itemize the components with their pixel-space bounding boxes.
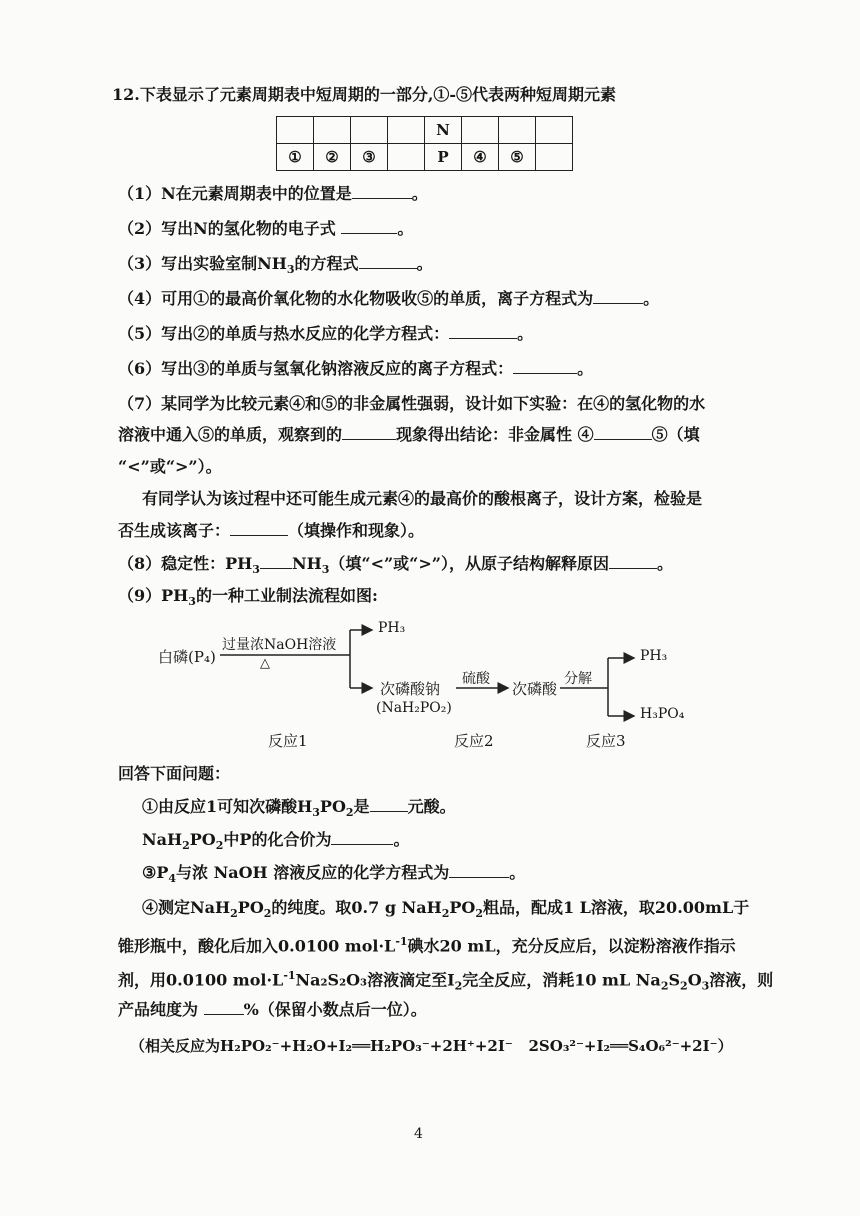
- subscript: 3: [321, 563, 330, 577]
- hypophosphorous-acid-label: 次磷酸: [512, 680, 558, 698]
- punctuation: 。: [657, 554, 674, 573]
- question-3: [118, 253, 433, 281]
- question-5: [118, 323, 533, 345]
- subscript: 3: [701, 979, 710, 993]
- table-cell: ④: [462, 144, 499, 171]
- page-number: 4: [414, 1126, 423, 1142]
- table-cell: [314, 117, 351, 144]
- sub-question-4-line-2: [118, 931, 736, 957]
- question-6: [118, 358, 593, 380]
- question-text: 的化合价为: [251, 830, 332, 849]
- answer-blank: [593, 289, 643, 304]
- question-title: 12.下表显示了元素周期表中短周期的一部分,①-⑤代表两种短周期元素: [112, 85, 617, 104]
- question-text: （6）写出③的单质与氢氧化钠溶液反应的离子方程式：: [118, 359, 514, 378]
- punctuation: 。: [577, 359, 594, 378]
- answer-blank: [359, 254, 417, 269]
- table-cell: [277, 117, 314, 144]
- answer-blank: [609, 554, 657, 569]
- question-text: ）: [717, 1037, 733, 1055]
- sulfuric-acid-label: 硫酸: [462, 671, 490, 687]
- question-text: （1）N在元素周期表中的位置是: [118, 184, 352, 203]
- subscript: 2: [182, 839, 190, 853]
- answer-intro: 回答下面问题：: [118, 764, 231, 783]
- question-text: 元酸。: [407, 797, 456, 816]
- question-text: ④测定NaH: [142, 898, 231, 917]
- table-cell: [499, 117, 536, 144]
- subscript: 3: [188, 595, 196, 609]
- sub-question-4-line-3: 剂，用0.0100 $mol\cdot L^{-1}Na_2S_2O_3$溶液滴定至$I_2$完全反应，消耗10 mL $Na_2S_2O_3$溶液，则: [118, 969, 774, 993]
- question-text: （2）写出N的氢化物的电子式: [118, 219, 336, 238]
- question-text: 与浓 NaOH 溶液反应的化学方程式为: [176, 863, 450, 882]
- subscript: 2: [680, 979, 688, 993]
- subscript: 3: [312, 806, 320, 820]
- question-text: 现象得出结论：非金属性 ④: [396, 425, 594, 444]
- decompose-label: 分解: [564, 671, 592, 687]
- question-7-line-2: [118, 424, 700, 446]
- question-text: %（保留小数点后一位）。: [243, 1000, 427, 1019]
- table-cell: ①: [277, 144, 314, 171]
- table-cell: ③: [351, 144, 388, 171]
- subscript: 2: [263, 907, 272, 921]
- question-text: Na₂S₂O₃: [295, 970, 368, 990]
- related-reactions: [130, 1035, 733, 1057]
- question-text: 剂，用0.0100 mol·L: [118, 970, 284, 990]
- answer-blank: [513, 359, 577, 374]
- subscript: 2: [441, 907, 450, 921]
- table-cell: ②: [314, 144, 351, 171]
- answer-blank: [449, 324, 517, 339]
- question-8: [118, 553, 673, 581]
- question-4: [118, 288, 659, 310]
- question-text: 完全反应，消耗10 mL Na: [462, 970, 661, 990]
- question-text: PO: [237, 898, 264, 917]
- subscript: 2: [660, 979, 669, 993]
- table-cell: [536, 117, 573, 144]
- sodium-hypophosphite-label: 次磷酸钠: [380, 680, 441, 698]
- question-text: （9）PH: [118, 586, 189, 605]
- question-text: PO: [189, 830, 216, 849]
- superscript: -1: [283, 969, 296, 982]
- question-7-line-4: 有同学认为该过程中还可能生成元素④的最高价的酸根离子，设计方案，检验是: [142, 489, 703, 508]
- answer-blank: [594, 425, 652, 440]
- punctuation: 。: [393, 830, 410, 849]
- punctuation: 。: [509, 863, 526, 882]
- question-text: （填操作和现象）。: [288, 521, 425, 540]
- question-text: 锥形瓶中，酸化后加入0.0100 mol·L: [118, 936, 396, 956]
- question-text: PO: [319, 797, 346, 816]
- answer-blank: [341, 219, 397, 234]
- ph3-product-label: PH₃: [378, 620, 406, 636]
- question-text: 溶液滴定至I: [367, 970, 455, 990]
- question-text: ⑤（填: [651, 425, 700, 444]
- table-cell: ⑤: [499, 144, 536, 171]
- subscript: 2: [345, 806, 354, 820]
- ph3-right-label: PH₃: [640, 648, 668, 664]
- question-text: （相关反应为: [130, 1037, 221, 1055]
- sub-question-4-line-4: [118, 999, 427, 1021]
- h3po4-label: H₃PO₄: [640, 706, 685, 722]
- question-text: ③P: [142, 863, 169, 882]
- subscript: 3: [286, 263, 295, 277]
- table-row: [277, 117, 573, 144]
- equation-1: H₂PO₂⁻+H₂O+I₂══H₂PO₃⁻+2H⁺+2I⁻: [220, 1037, 513, 1055]
- punctuation: 。: [411, 184, 428, 203]
- question-text: ①由反应1可知次磷酸H: [142, 797, 313, 816]
- process-flow-diagram: [150, 612, 710, 762]
- punctuation: 。: [517, 324, 534, 343]
- sub-question-1: [142, 796, 456, 824]
- question-text: NH: [291, 554, 322, 573]
- answer-blank: [449, 863, 509, 878]
- question-text: 的一种工业制法流程如图:: [195, 586, 378, 605]
- table-cell: [462, 117, 499, 144]
- question-9: [118, 585, 378, 613]
- subscript: 3: [252, 563, 260, 577]
- question-text: （4）可用①的最高价氧化物的水化物吸收⑤的单质，离子方程式为: [118, 289, 594, 308]
- answer-blank: [204, 1000, 244, 1015]
- question-text: P: [239, 830, 252, 849]
- question-text: （5）写出②的单质与热水反应的化学方程式：: [118, 324, 450, 343]
- question-text: 溶液，则: [709, 970, 774, 990]
- answer-blank: [370, 797, 408, 812]
- answer-blank: [260, 554, 292, 569]
- white-phosphorus-label: 白磷(P₄): [158, 648, 216, 666]
- sodium-hypophosphite-formula: (NaH₂PO₂): [376, 700, 452, 716]
- heat-condition-label: △: [260, 656, 270, 671]
- punctuation: 。: [416, 254, 433, 273]
- question-text: 粗品，配成1 L溶液，取20.00mL于: [482, 898, 750, 917]
- question-text: 碘水20 mL，充分反应后，以淀粉溶液作指示: [407, 936, 736, 956]
- punctuation: 。: [643, 289, 660, 308]
- question-1: [118, 183, 428, 205]
- table-cell: [536, 144, 573, 171]
- question-text: PO: [449, 898, 476, 917]
- question-text: 溶液中通入⑤的单质，观察到的: [118, 425, 343, 444]
- equation-2: O₃²⁻+I₂══S₄O₆²⁻+2I⁻: [549, 1037, 718, 1055]
- sub-question-3: $③P_4$与浓 NaOH 溶液反应的化学方程式为 。: [142, 863, 526, 886]
- table-cell: [388, 144, 425, 171]
- periodic-table-fragment: [276, 116, 573, 171]
- question-2: [118, 218, 413, 240]
- reaction-2-label: 反应2: [454, 732, 494, 750]
- question-text: 否生成该离子：: [118, 521, 231, 540]
- reaction-1-label: 反应1: [268, 732, 308, 750]
- question-text: NaH: [142, 830, 183, 849]
- question-text: 是: [353, 797, 370, 816]
- question-text: 2S: [528, 1037, 550, 1055]
- question-text: 的纯度。取0.7 g NaH: [271, 898, 442, 917]
- subscript: 2: [215, 839, 224, 853]
- reagent-label: 过量浓NaOH溶液: [222, 637, 337, 653]
- subscript: 2: [475, 907, 483, 921]
- question-7-line-5: [118, 520, 424, 542]
- subscript: 2: [230, 907, 238, 921]
- answer-blank: [230, 521, 288, 536]
- question-7-line-3: “<”或“>”）。: [118, 457, 222, 476]
- question-text: （填“<”或“>”），从原子结构解释原因: [329, 554, 609, 573]
- table-cell: [388, 117, 425, 144]
- reaction-3-label: 反应3: [586, 732, 626, 750]
- superscript: -1: [395, 935, 408, 948]
- punctuation: 。: [397, 219, 414, 238]
- question-text: 产品纯度为: [118, 1000, 199, 1019]
- answer-blank: [342, 425, 396, 440]
- answer-blank: [331, 830, 393, 845]
- answer-blank: [352, 184, 412, 199]
- question-7-line-1: （7）某同学为比较元素④和⑤的非金属性强弱，设计如下实验：在④的氢化物的水: [118, 394, 706, 413]
- subscript: 2: [454, 979, 463, 993]
- table-cell: P: [425, 144, 462, 171]
- table-cell: N: [425, 117, 462, 144]
- sub-question-2: $NaH_2PO_2$中P的化合价为 。: [142, 830, 410, 853]
- question-text: （8）稳定性：PH: [118, 554, 253, 573]
- table-cell: [351, 117, 388, 144]
- sub-question-4-line-1: [142, 897, 749, 925]
- question-text: （3）写出实验室制NH: [118, 254, 287, 273]
- question-text: 的方程式: [294, 254, 359, 273]
- table-row: [277, 144, 573, 171]
